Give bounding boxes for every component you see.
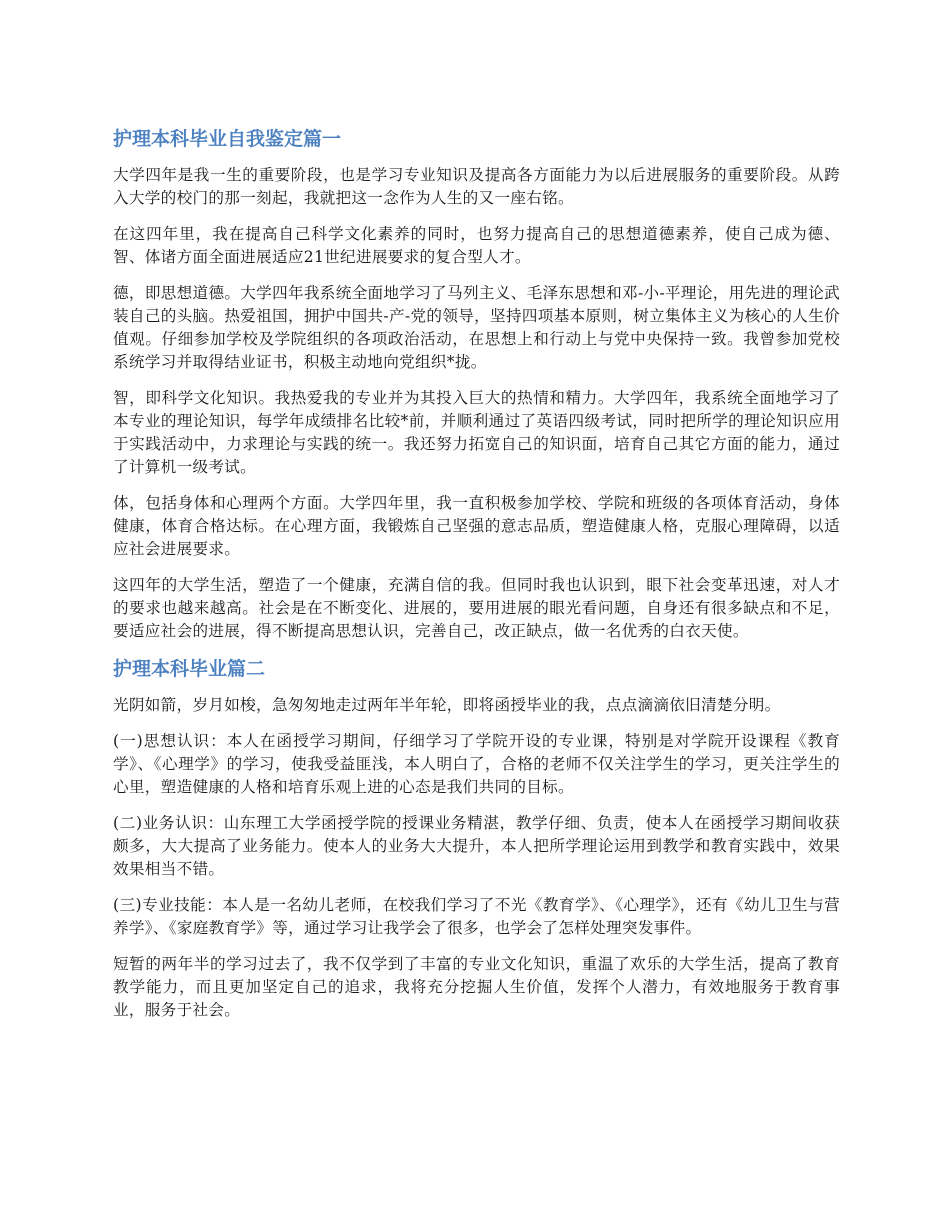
- section2-paragraph: (二)业务认识：山东理工大学函授学院的授课业务精湛，教学仔细、负责，使本人在函授学习期间收获颇多，大大提高了业务能力。使本人的业务大大提升，本人把所学理论运用到教学和教育实践中，效果效果相当不错。: [113, 814, 840, 878]
- section2-paragraph: (三)专业技能：本人是一名幼儿老师，在校我们学习了不光《教育学》、《心理学》，还有《幼儿卫生与营养学》、《家庭教育学》等，通过学习让我学会了很多，也学会了怎样处理突发事件。: [113, 896, 840, 937]
- document-page: [113, 118, 840, 1035]
- section2-paragraph: 短暂的两年半的学习过去了，我不仅学到了丰富的专业文化知识，重温了欢乐的大学生活，提高了教育教学能力，而且更加坚定自己的追求，我将充分挖掘人生价值，发挥个人潜力，有效地服务于教育事业，服务于社会。: [113, 955, 840, 1019]
- section2-title: 护理本科毕业篇二: [113, 658, 266, 680]
- section1-paragraph: 大学四年是我一生的重要阶段，也是学习专业知识及提高各方面能力为以后进展服务的重要阶段。从跨入大学的校门的那一刻起，我就把这一念作为人生的又一座右铭。: [113, 166, 840, 207]
- section1-paragraph: 这四年的大学生活，塑造了一个健康，充满自信的我。但同时我也认识到，眼下社会变革迅速，对人才的要求也越来越高。社会是在不断变化、进展的，要用进展的眼光看问题，自身还有很多缺点和不足，要适应社会的进展，得不断提高思想认识，完善自己，改正缺点，做一名优秀的白衣天使。: [113, 576, 840, 640]
- section1-paragraph: 体，包括身体和心理两个方面。大学四年里，我一直积极参加学校、学院和班级的各项体育活动，身体健康，体育合格达标。在心理方面，我锻炼自己坚强的意志品质，塑造健康人格，克服心理障碍，以适应社会进展要求。: [113, 494, 840, 558]
- section1-paragraph: 德，即思想道德。大学四年我系统全面地学习了马列主义、毛泽东思想和邓-小-平理论，用先进的理论武装自己的头脑。热爱祖国，拥护中国共-产-党的领导，坚持四项基本原则，树立集体主义为核心的人生价值观。仔细参加学校及学院组织的各项政治活动，在思想上和行动上与党中央保持一致。我曾参加党校系统学习并取得结业证书，积极主动地向党组织*拢。: [113, 284, 840, 371]
- section2-paragraph: (一)思想认识：本人在函授学习期间，仔细学习了学院开设的专业课，特别是对学院开设课程《教育学》、《心理学》的学习，使我受益匪浅，本人明白了，合格的老师不仅关注学生的学习，更关注学生的心里，塑造健康的人格和培育乐观上进的心态是我们共同的目标。: [113, 732, 840, 796]
- section2-paragraph: 光阴如箭，岁月如梭，急匆匆地走过两年半年轮，即将函授毕业的我，点点滴滴依旧清楚分明。: [113, 696, 781, 714]
- section1-title: 护理本科毕业自我鉴定篇一: [113, 128, 342, 150]
- section1-paragraph: 在这四年里，我在提高自己科学文化素养的同时，也努力提高自己的思想道德素养，使自己成为德、智、体诸方面全面进展适应21世纪进展要求的复合型人才。: [113, 225, 840, 266]
- section1-paragraph: 智，即科学文化知识。我热爱我的专业并为其投入巨大的热情和精力。大学四年，我系统全面地学习了本专业的理论知识，每学年成绩排名比较*前，并顺利通过了英语四级考试，同时把所学的理论知识应用于实践活动中，力求理论与实践的统一。我还努力拓宽自己的知识面，培育自己其它方面的能力，通过了计算机一级考试。: [113, 389, 840, 476]
